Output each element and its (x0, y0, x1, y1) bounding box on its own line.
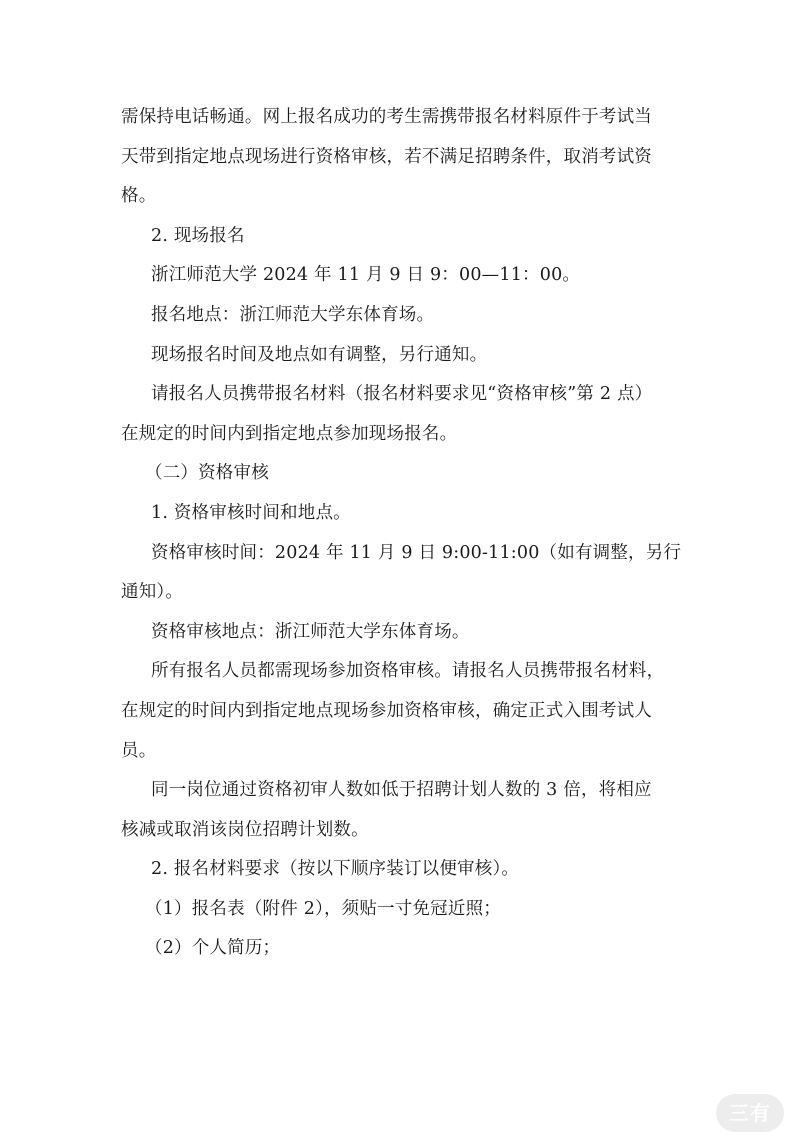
paragraph-line: 请报名人员携带报名材料（报名材料要求见“资格审核”第 2 点） (151, 384, 653, 405)
section-heading: 2. 报名材料要求（按以下顺序装订以便审核）。 (151, 859, 520, 880)
paragraph-line: 核减或取消该岗位招聘计划数。 (121, 819, 369, 840)
document-body (121, 98, 681, 969)
list-item: （2）个人简历； (145, 938, 281, 959)
watermark-logo: 三有 (716, 1094, 784, 1132)
paragraph-line: 现场报名时间及地点如有调整，另行通知。 (151, 344, 488, 365)
paragraph-line: 天带到指定地点现场进行资格审核，若不满足招聘条件，取消考试资 (121, 146, 652, 167)
paragraph-line: 资格审核时间：2024 年 11 月 9 日 9:00-11:00（如有调整，另行 (151, 542, 682, 563)
paragraph-line: 同一岗位通过资格初审人数如低于招聘计划人数的 3 倍，将相应 (151, 780, 652, 801)
section-heading: 2. 现场报名 (151, 225, 245, 246)
paragraph-line: 报名地点：浙江师范大学东体育场。 (151, 304, 435, 325)
paragraph-line: 格。 (121, 186, 157, 207)
paragraph-line: 资格审核地点：浙江师范大学东体育场。 (151, 621, 470, 642)
paragraph-line: 需保持电话畅通。网上报名成功的考生需携带报名材料原件于考试当 (121, 107, 652, 127)
section-heading: （二）资格审核 (145, 463, 269, 484)
paragraph-line: 在规定的时间内到指定地点参加现场报名。 (121, 423, 458, 444)
paragraph-line: 浙江师范大学 2024 年 11 月 9 日 9：00—11：00。 (151, 265, 581, 286)
section-heading: 1. 资格审核时间和地点。 (151, 502, 351, 523)
list-item: （1）报名表（附件 2），须贴一寸免冠近照； (145, 898, 501, 919)
paragraph-line: 员。 (121, 740, 157, 761)
paragraph-line: 所有报名人员都需现场参加资格审核。请报名人员携带报名材料， (151, 661, 665, 682)
paragraph-line: 在规定的时间内到指定地点现场参加资格审核，确定正式入围考试人 (121, 700, 652, 721)
paragraph-line: 通知）。 (121, 582, 184, 603)
